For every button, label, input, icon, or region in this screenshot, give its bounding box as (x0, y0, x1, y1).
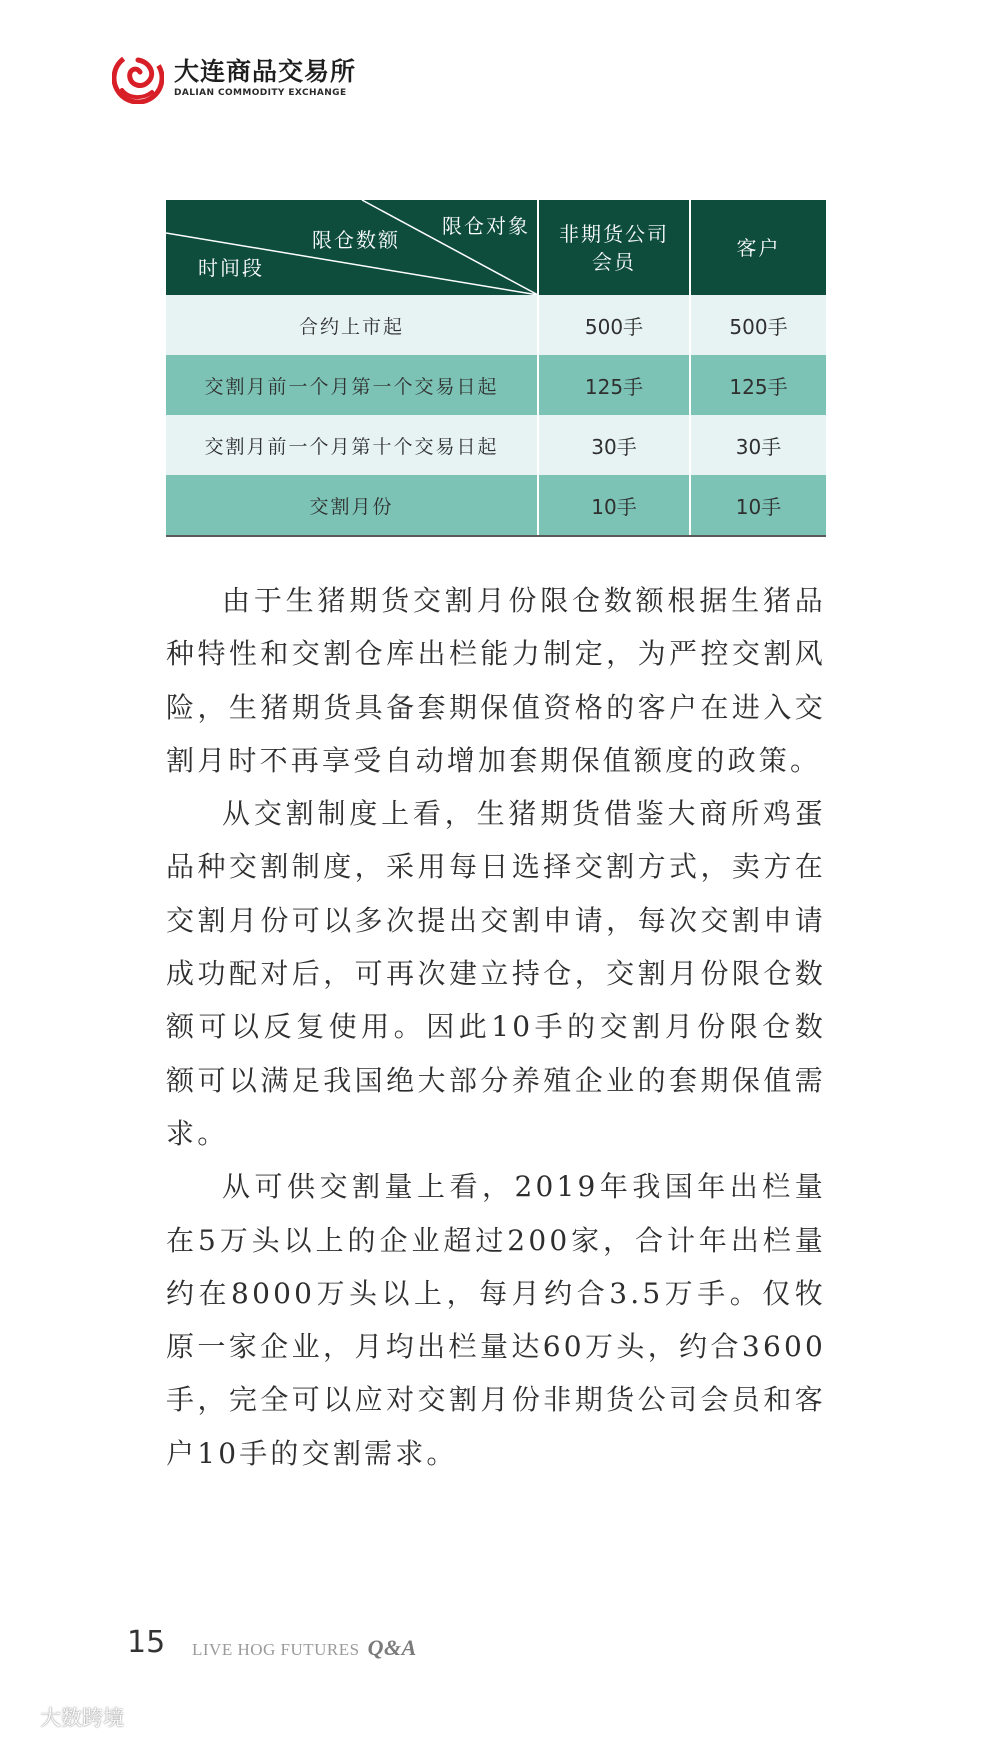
client-limit-cell: 125手 (690, 355, 826, 415)
member-limit-cell: 125手 (538, 355, 690, 415)
footer-title-suffix: Q&A (367, 1635, 417, 1660)
paragraph-delivery-system: 从交割制度上看，生猪期货借鉴大商所鸡蛋品种交割制度，采用每日选择交割方式，卖方在交割月份可以多次提出交割申请，每次交割申请成功配对后，可再次建立持仓，交割月份限仓数额可以反复使用。因此10手的交割月份限仓数额可以满足我国绝大部分养殖企业的套期保值需求。 (166, 797, 826, 1150)
watermark-logo-icon (6, 1706, 36, 1728)
member-limit-cell: 30手 (538, 415, 690, 475)
period-cell: 交割月份 (166, 475, 538, 536)
table-row (166, 475, 826, 536)
member-limit-cell: 500手 (538, 295, 690, 355)
table-row (166, 295, 826, 355)
col-header-member: 非期货公司 会员 (538, 200, 690, 295)
period-cell: 合约上市起 (166, 295, 538, 355)
table-row (166, 355, 826, 415)
position-limit-table (166, 200, 826, 537)
watermark-text: 大数跨境 (40, 1706, 124, 1730)
client-limit-cell: 10手 (690, 475, 826, 536)
col-header-client: 客户 (690, 200, 826, 295)
watermark (6, 1702, 124, 1732)
period-cell: 交割月前一个月第十个交易日起 (166, 415, 538, 475)
page-number: 15 (127, 1625, 166, 1660)
period-cell: 交割月前一个月第一个交易日起 (166, 355, 538, 415)
client-limit-cell: 500手 (690, 295, 826, 355)
diagonal-header-cell (166, 200, 538, 295)
footer-title (192, 1635, 417, 1661)
table-header-row (166, 200, 826, 295)
member-limit-cell: 10手 (538, 475, 690, 536)
client-limit-cell: 30手 (690, 415, 826, 475)
paragraph-delivery-limit: 由于生猪期货交割月份限仓数额根据生猪品种特性和交割仓库出栏能力制定，为严控交割风险，生猪期货具备套期保值资格的客户在进入交割月时不再享受自动增加套期保值额度的政策。 (166, 584, 826, 777)
logo-chinese-name: 大连商品交易所 (174, 57, 357, 86)
exchange-logo (112, 52, 356, 104)
footer-title-text: LIVE HOG FUTURES (192, 1640, 360, 1659)
diag-label-period: 时间段 (198, 256, 264, 280)
diag-label-target: 限仓对象 (442, 214, 530, 238)
logo-english-name: DALIAN COMMODITY EXCHANGE (174, 88, 347, 98)
paragraph-deliverable-supply: 从可供交割量上看，2019年我国年出栏量在5万头以上的企业超过200家，合计年出栏量约在8000万头以上，每月约合3.5万手。仅牧原一家企业，月均出栏量达60万头，约合3600手，完全可以应对交割月份非期货公司会员和客户10手的交割需求。 (166, 1170, 826, 1470)
body-text (166, 574, 826, 1480)
diag-label-amount: 限仓数额 (312, 228, 400, 252)
dce-logo-icon (112, 52, 164, 104)
table-row (166, 415, 826, 475)
